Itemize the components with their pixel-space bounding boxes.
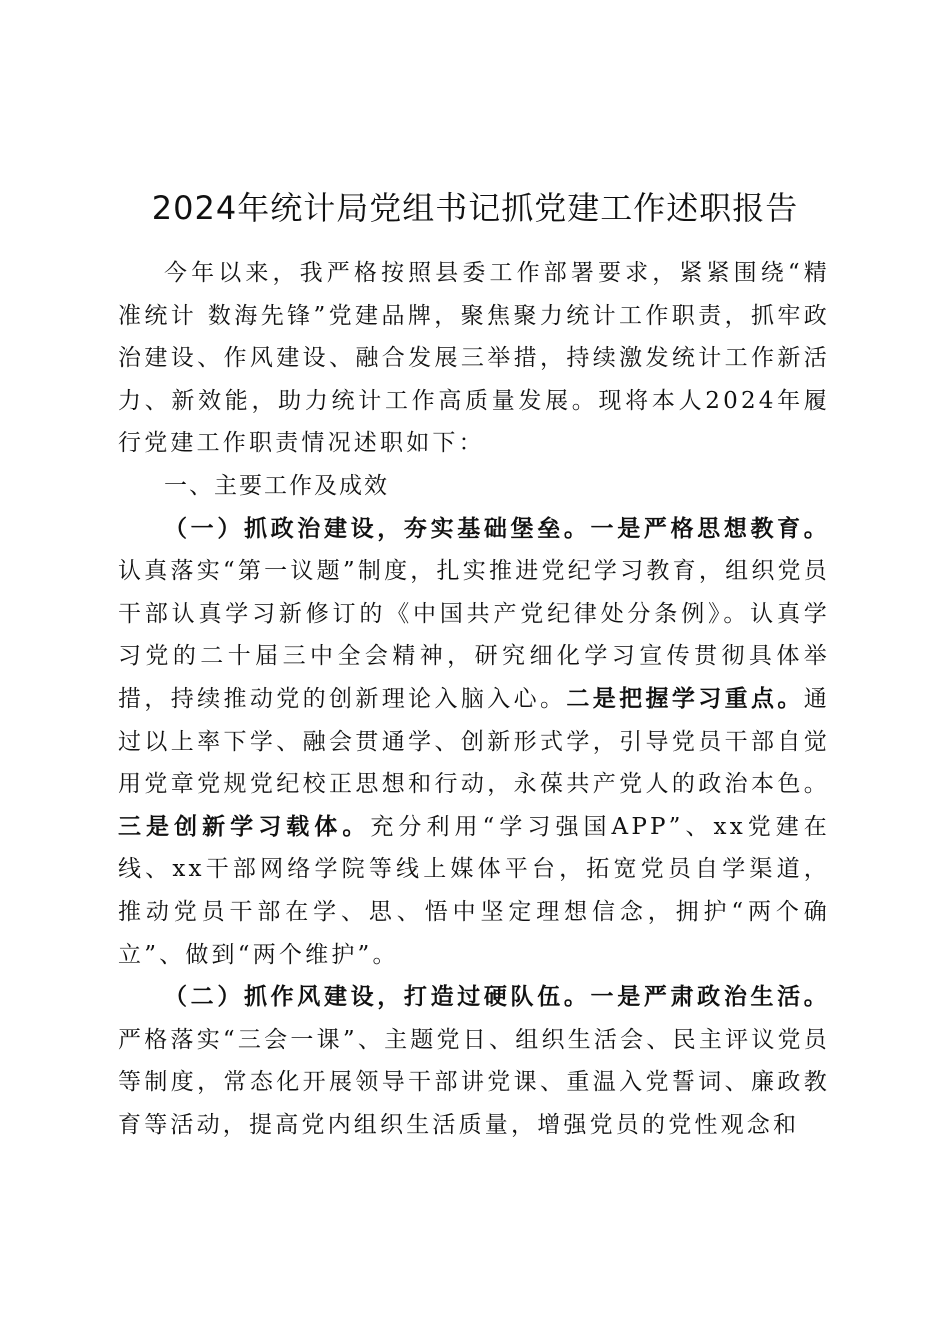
paragraph-text: 认真落实“第一议题”制度，扎实推进党纪学习教育，组织党员干部认真学习新修订的《中国共产党纪律处分条例》。认真学习党的二十届三中全会精神，研究细化学习宣传贯彻具体举措，持续推动党的创新理论入脑入心。 [118, 558, 830, 712]
document-title: 2024年统计局党组书记抓党建工作述职报告 [151, 189, 799, 227]
document-body [118, 252, 830, 1146]
paragraph-work-style [118, 976, 830, 1146]
paragraph-text: 充分利用“学习强国APP”、xx党建在线、xx干部网络学院等线上媒体平台，拓宽党员自学渠道，推动党员干部在学、思、悟中坚定理想信念，拥护“两个确立”、做到“两个维护”。 [118, 813, 830, 968]
paragraph-lead: （二）抓作风建设，打造过硬队伍。一是严肃政治生活。 [164, 984, 830, 1011]
section-heading: 一、主要工作及成效 [164, 472, 389, 499]
paragraph-subpoint: 三是创新学习载体。 [118, 813, 371, 840]
paragraph-lead: （一）抓政治建设，夯实基础堡垒。一是严格思想教育。 [164, 515, 830, 542]
paragraph-political-building [118, 508, 830, 977]
paragraph-text: 通过以上率下学、融会贯通学、创新形式学，引导党员干部自觉用党章党规党纪校正思想和行动，永葆共产党人的政治本色。 [118, 685, 830, 798]
paragraph-text: 严格落实“三会一课”、主题党日、组织生活会、民主评议党员等制度，常态化开展领导干部讲党课、重温入党誓词、廉政教育等活动，提高党内组织生活质量，增强党员的党性观念和 [118, 1026, 830, 1138]
intro-paragraph: 今年以来，我严格按照县委工作部署要求，紧紧围绕“精准统计 数海先锋”党建品牌，聚焦聚力统计工作职责，抓牢政治建设、作风建设、融合发展三举措，持续激发统计工作新活力、新效能，助力统计工作高质量发展。现将本人2024年履行党建工作职责情况述职如下： [118, 260, 830, 457]
paragraph-subpoint: 二是把握学习重点。 [566, 685, 804, 712]
